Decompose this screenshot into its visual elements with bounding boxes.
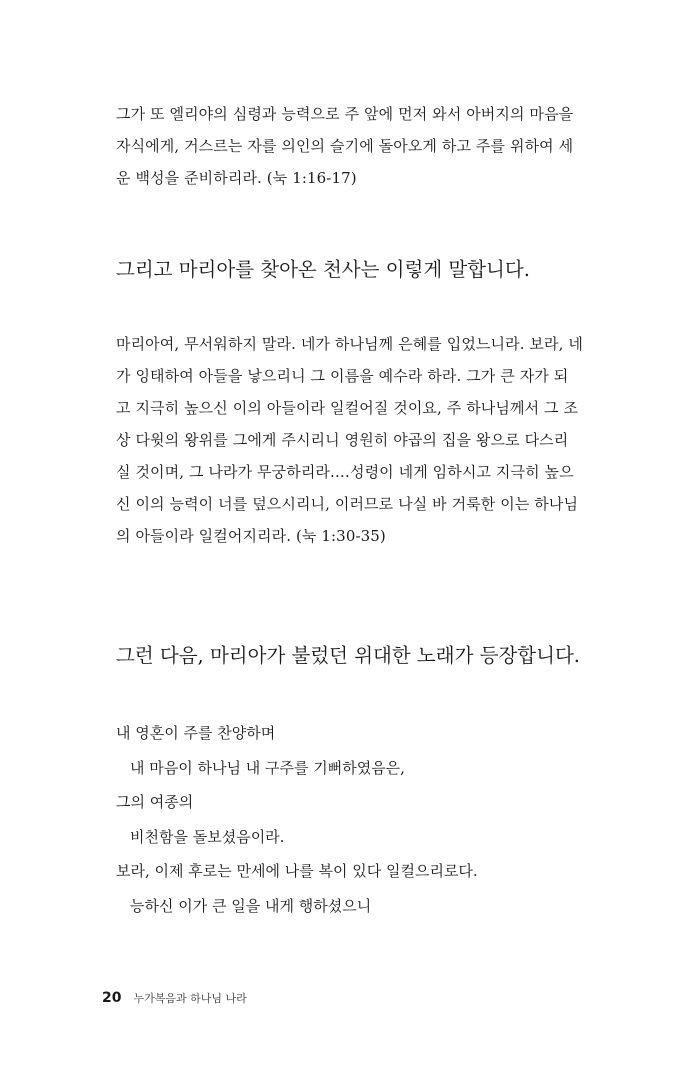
section-heading-mary-song: 그런 다음, 마리아가 불렀던 위대한 노래가 등장합니다. [116, 644, 581, 667]
page-footer [102, 987, 247, 1007]
page-number: 20 [102, 990, 122, 1006]
text-line: 신 이의 능력이 너를 덮으시리니, 이러므로 나실 바 거룩한 이는 하나님 [116, 495, 579, 513]
text-line: 마리아여, 무서워하지 말라. 네가 하나님께 은혜를 입었느니라. 보라, 네 [116, 335, 583, 353]
poem-line: 내 영혼이 주를 찬양하며 [116, 724, 276, 742]
text-line: 가 잉태하여 아들을 낳으리니 그 이름을 예수라 하라. 그가 큰 자가 되 [116, 367, 569, 385]
text-line: 실 것이며, 그 나라가 무궁하리라.…성령이 네게 임하시고 지극히 높으 [116, 463, 574, 481]
poem-line: 보라, 이제 후로는 만세에 나를 복이 있다 일컬으리로다. [116, 862, 478, 881]
poem-magnificat [116, 716, 576, 924]
poem-line: 그의 여종의 [116, 793, 194, 812]
poem-line-indented: 능하신 이가 큰 일을 내게 행하셨으니 [130, 896, 372, 915]
scripture-quote-luke-1-16-17 [116, 98, 576, 194]
text-line: 그가 또 엘리야의 심령과 능력으로 주 앞에 먼저 와서 아버지의 마음을 [116, 105, 574, 123]
text-line: 운 백성을 준비하리라. (눅 1:16-17) [116, 169, 357, 187]
text-line: 자식에게, 거스르는 자를 의인의 슬기에 돌아오게 하고 주를 위하여 세 [116, 137, 574, 155]
scripture-quote-luke-1-30-35 [116, 328, 583, 552]
section-heading-angel: 그리고 마리아를 찾아온 천사는 이렇게 말합니다. [116, 258, 530, 281]
poem-line-indented: 비천함을 돌보셨음이라. [130, 827, 285, 846]
text-line: 상 다윗의 왕위를 그에게 주시리니 영원히 야곱의 집을 왕으로 다스리 [116, 431, 569, 449]
running-title: 누가복음과 하나님 나라 [133, 992, 247, 1005]
poem-line-indented: 내 마음이 하나님 내 구주를 기뻐하였음은, [130, 758, 405, 777]
text-line: 고 지극히 높으신 이의 아들이라 일컬어질 것이요, 주 하나님께서 그 조 [116, 399, 579, 417]
text-line: 의 아들이라 일컬어지리라. (눅 1:30-35) [116, 527, 386, 545]
